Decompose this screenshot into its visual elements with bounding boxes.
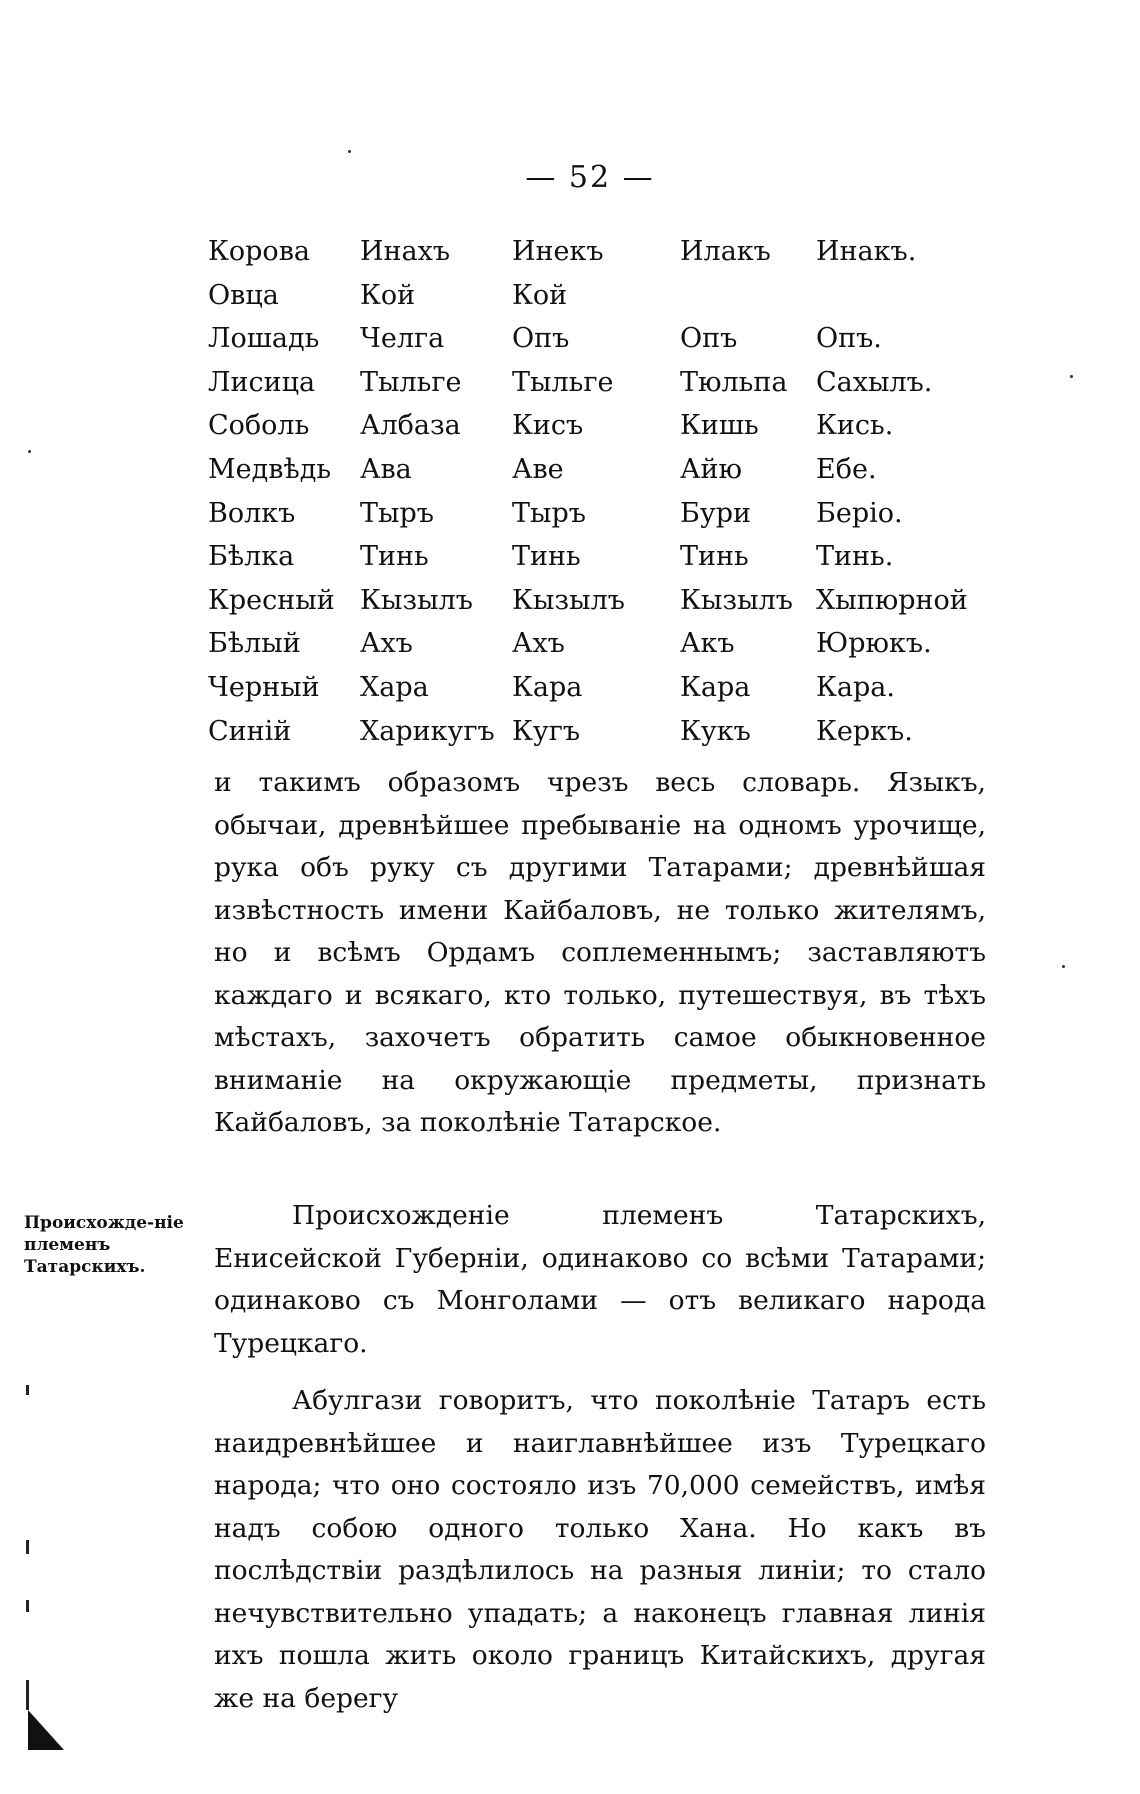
vocabulary-cell: Соболь: [208, 410, 310, 442]
vocabulary-cell: Кисъ: [512, 410, 584, 442]
vocabulary-cell: Лисица: [208, 366, 316, 398]
vocabulary-cell: Медвѣдь: [208, 453, 332, 485]
vocabulary-cell: Челга: [360, 323, 445, 355]
vocabulary-row: [208, 274, 986, 318]
margin-note: Происхожде-нiе племенъ Татарскихъ.: [24, 1213, 184, 1277]
vocabulary-cell: Корова: [208, 236, 310, 267]
vocabulary-cell: Синiй: [208, 715, 292, 747]
vocabulary-row: [208, 361, 986, 405]
margin-binding-wedge: [28, 1710, 64, 1750]
vocabulary-cell: Инахъ: [360, 236, 451, 267]
vocabulary-cell: Тинь: [680, 541, 749, 573]
vocabulary-cell: Ава: [360, 453, 412, 485]
vocabulary-cell: Керкъ.: [816, 715, 913, 747]
vocabulary-cell: Кара: [680, 671, 751, 703]
vocabulary-cell: Бури: [680, 497, 752, 529]
vocabulary-cell: Кой: [512, 279, 568, 311]
vocabulary-cell: Аве: [512, 453, 564, 485]
vocabulary-cell: Харикугъ: [360, 715, 495, 747]
vocabulary-cell: Кызылъ: [680, 584, 793, 616]
vocabulary-table: [208, 230, 986, 753]
vocabulary-cell: Кресный: [208, 584, 335, 616]
vocabulary-cell: Ебе.: [816, 453, 877, 485]
vocabulary-cell: Сахылъ.: [816, 366, 933, 398]
speck: [348, 150, 351, 153]
vocabulary-cell: Берiо.: [816, 497, 903, 529]
vocabulary-cell: Кугъ: [512, 715, 581, 747]
vocabulary-row: [208, 404, 986, 448]
vocabulary-cell: Инакъ.: [816, 236, 917, 267]
vocabulary-cell: Кись.: [816, 410, 894, 442]
speck: [28, 450, 31, 453]
vocabulary-cell: Лошадь: [208, 323, 320, 355]
vocabulary-cell: Тинь.: [816, 541, 894, 573]
vocabulary-row: [208, 535, 986, 579]
paragraph-1: и такимъ образомъ чрезъ весь словарь. Языкъ, обычаи, древнѣйшее пребыванiе на одномъ урочище, рука объ руку съ другими Татарами; древнѣйшая извѣстность имени Кайбаловъ, не только жителямъ, но и всѣмъ Ордамъ соплеменнымъ; заставляютъ каждаго и всякаго, кто только, путешествуя, въ тѣхъ мѣстахъ, захочетъ обратить самое обыкновенное вниманiе на окружающiе предметы, признать Кайбаловъ, за поколѣнiе Татарское.: [214, 767, 986, 1138]
vocabulary-cell: Кара: [512, 671, 583, 703]
vocabulary-cell: Опъ: [680, 323, 738, 355]
vocabulary-cell: Кишь: [680, 410, 759, 442]
vocabulary-cell: Хара: [360, 671, 429, 703]
vocabulary-cell: Овца: [208, 279, 279, 311]
vocabulary-row: [208, 230, 986, 274]
vocabulary-cell: Тыльге: [360, 366, 462, 398]
vocabulary-cell: Хыпюрной: [816, 584, 968, 616]
vocabulary-row: [208, 622, 986, 666]
vocabulary-row: [208, 666, 986, 710]
vocabulary-cell: Бѣлый: [208, 628, 301, 660]
vocabulary-cell: Инекъ: [512, 236, 604, 267]
vocabulary-cell: Тыръ: [360, 497, 434, 529]
vocabulary-cell: [816, 274, 986, 318]
vocabulary-cell: Акъ: [680, 628, 735, 660]
paragraph-3: Абулгази говоритъ, что поколѣнiе Татаръ есть наидревнѣйшее и наиглавнѣйшее изъ Турецкаго народа; что оно состояло изъ 70,000 семействъ, имѣя надъ собою одного только Хана. Но какъ въ послѣдствiи раздѣлилось на разныя линiи; то стало нечувствительно упадать; а наконецъ главная линiя ихъ пошла жить около границъ Китайскихъ, другая же на берегу: [214, 1385, 986, 1714]
vocabulary-cell: Тинь: [512, 541, 581, 573]
vocabulary-cell: Кызылъ: [360, 584, 473, 616]
vocabulary-cell: Тинь: [360, 541, 429, 573]
vocabulary-cell: Ахъ: [360, 628, 413, 660]
margin-binding-mark: [26, 1540, 29, 1554]
vocabulary-cell: Опъ: [512, 323, 570, 355]
vocabulary-row: [208, 317, 986, 361]
vocabulary-cell: Кара.: [816, 671, 895, 703]
vocabulary-cell: Кукъ: [680, 715, 751, 747]
vocabulary-cell: Волкъ: [208, 497, 296, 529]
vocabulary-cell: Опъ.: [816, 323, 882, 355]
paragraph-2: Происхожденiе племенъ Татарскихъ, Енисейской Губернiи, одинаково со всѣми Татарами; одинаково съ Монголами — отъ великаго народа Турецкаго.: [214, 1200, 986, 1359]
vocabulary-cell: Тюльпа: [680, 366, 788, 398]
vocabulary-cell: Албаза: [360, 410, 461, 442]
vocabulary-cell: Айю: [680, 453, 742, 485]
vocabulary-cell: Тыръ: [512, 497, 586, 529]
speck: [1062, 965, 1065, 968]
vocabulary-cell: Юрюкъ.: [816, 628, 932, 660]
vocabulary-row: [208, 579, 986, 623]
margin-binding-mark: [26, 1600, 29, 1612]
vocabulary-row: [208, 492, 986, 536]
margin-binding-mark: [26, 1680, 29, 1710]
vocabulary-cell: Бѣлка: [208, 541, 295, 573]
vocabulary-cell: Тыльге: [512, 366, 614, 398]
speck: [1070, 375, 1073, 378]
vocabulary-row: [208, 710, 986, 754]
vocabulary-cell: Илакъ: [680, 236, 771, 267]
margin-binding-mark: [26, 1385, 29, 1395]
vocabulary-cell: Кызылъ: [512, 584, 625, 616]
vocabulary-cell: Черный: [208, 671, 320, 703]
vocabulary-cell: Ахъ: [512, 628, 565, 660]
vocabulary-cell: [680, 274, 816, 318]
vocabulary-cell: Кой: [360, 279, 416, 311]
vocabulary-row: [208, 448, 986, 492]
page-number: — 52 —: [525, 160, 655, 195]
